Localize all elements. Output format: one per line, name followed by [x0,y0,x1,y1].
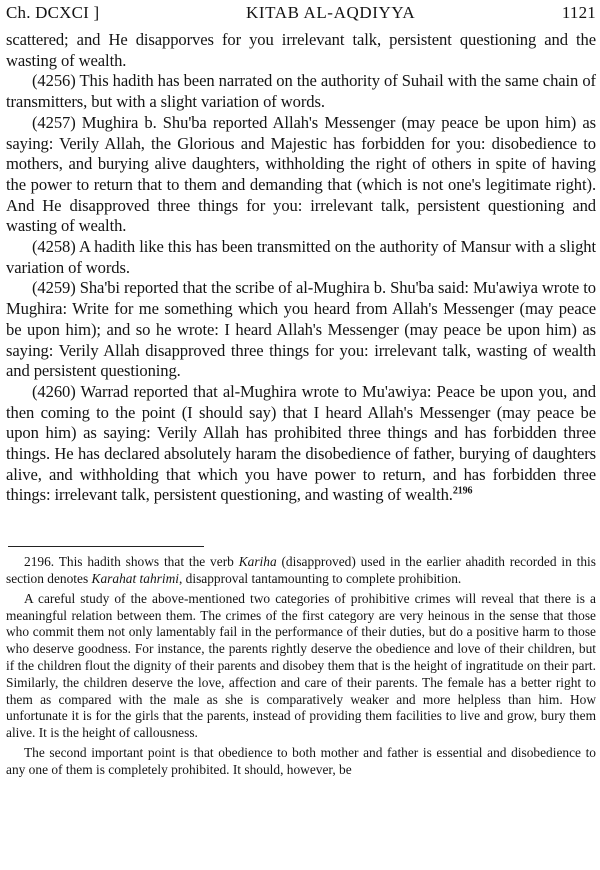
hadith-4260-text: (4260) Warrad reported that al-Mughira wrote to Mu'awiya: Peace be upon you, and then coming to the point (I should say) that I heard Allah's Messenger (may peace be upon him) as saying: Verily Allah has prohibited three things and has forbidden three things. He has declared absolutely haram the disobedience of father, burying of daughters alive, and withholding that which you have power to return, and has forbidden three things: irrelevant talk, persistent questioning, and wasting of wealth. [6,381,596,505]
footnote-reference[interactable]: 2196 [452,485,473,497]
footnotes [6,554,596,778]
chapter-label: Ch. DCXCI ] [6,3,100,22]
footnote-text: (disapproved) used in the earlier ahadith recorded in this section denotes [6,554,596,586]
footnote-paragraph: A careful study of the above-mentioned two categories of prohibitive crimes will reveal that there is a meaningful relation between them. The crimes of the first category are very heinous in the sense that those who commit them not only lamentably fail in the performance of their duties, but do a positive harm to those who deserve goodness. For instance, the parents rightly deserve the obedience and love of their children, but if the children flout the dignity of their parents and disobey them that is the height of ingratitude on their part. Similarly, the children deserve the love, affection and care of their parents. The female has a better right to them as compared with the male as she is comparatively weaker and more helpless than him. How unfortunate it is for the girls that the parents, instead of providing them facilities to live and grow, bury them alive. It is the height of callousness. [6,590,596,741]
footnote-2196 [6,554,596,588]
footnote-divider [8,546,204,547]
paragraph-continuation: scattered; and He disapporves for you irrelevant talk, persistent questioning and the wasting of wealth. [6,30,596,70]
page-number: 1121 [561,3,596,22]
footnote-paragraph: The second important point is that obedience to both mother and father is essential and disobedience to any one of them is completely prohibited. It should, however, be [6,744,596,777]
hadith-4256: (4256) This hadith has been narrated on the authority of Suhail with the same chain of transmitters, but with a slight variation of words. [6,71,596,112]
footnote-text: 2196. This hadith shows that the verb [24,554,239,570]
hadith-4257: (4257) Mughira b. Shu'ba reported Allah's Messenger (may peace be upon him) as saying: Verily Allah, the Glorious and Majestic has forbidden for you: disobedience to mothers, and burying alive daughters, withholding the right of others in spite of having the power to return that to them and demanding that (which is not one's legitimate right). And He disapproved three things for you: irrelevant talk, persistent questioning and wasting of wealth. [6,112,596,236]
hadith-4260 [6,382,596,506]
hadith-4258: (4258) A hadith like this has been transmitted on the authority of Mansur with a slight variation of words. [6,237,596,277]
running-header [6,0,596,30]
footnote-term-karahat-tahrimi: Karahat tahrimi [91,570,179,586]
main-text [6,30,596,506]
footnote-term-kariha: Kariha [238,554,277,570]
footnote-text: , disapproval tantamounting to complete prohibition. [178,570,462,586]
hadith-4259: (4259) Sha'bi reported that the scribe of al-Mughira b. Shu'ba said: Mu'awiya wrote to Mughira: Write for me something which you heard from Allah's Messenger (may peace be upon him); and so he wrote: I heard Allah's Messenger (may peace be upon him) as saying: Verily Allah disapproved three things for you: irrelevant talk, wasting of wealth and persistent questioning. [6,278,596,381]
book-section-title: KITAB AL-AQDIYYA [245,3,416,22]
